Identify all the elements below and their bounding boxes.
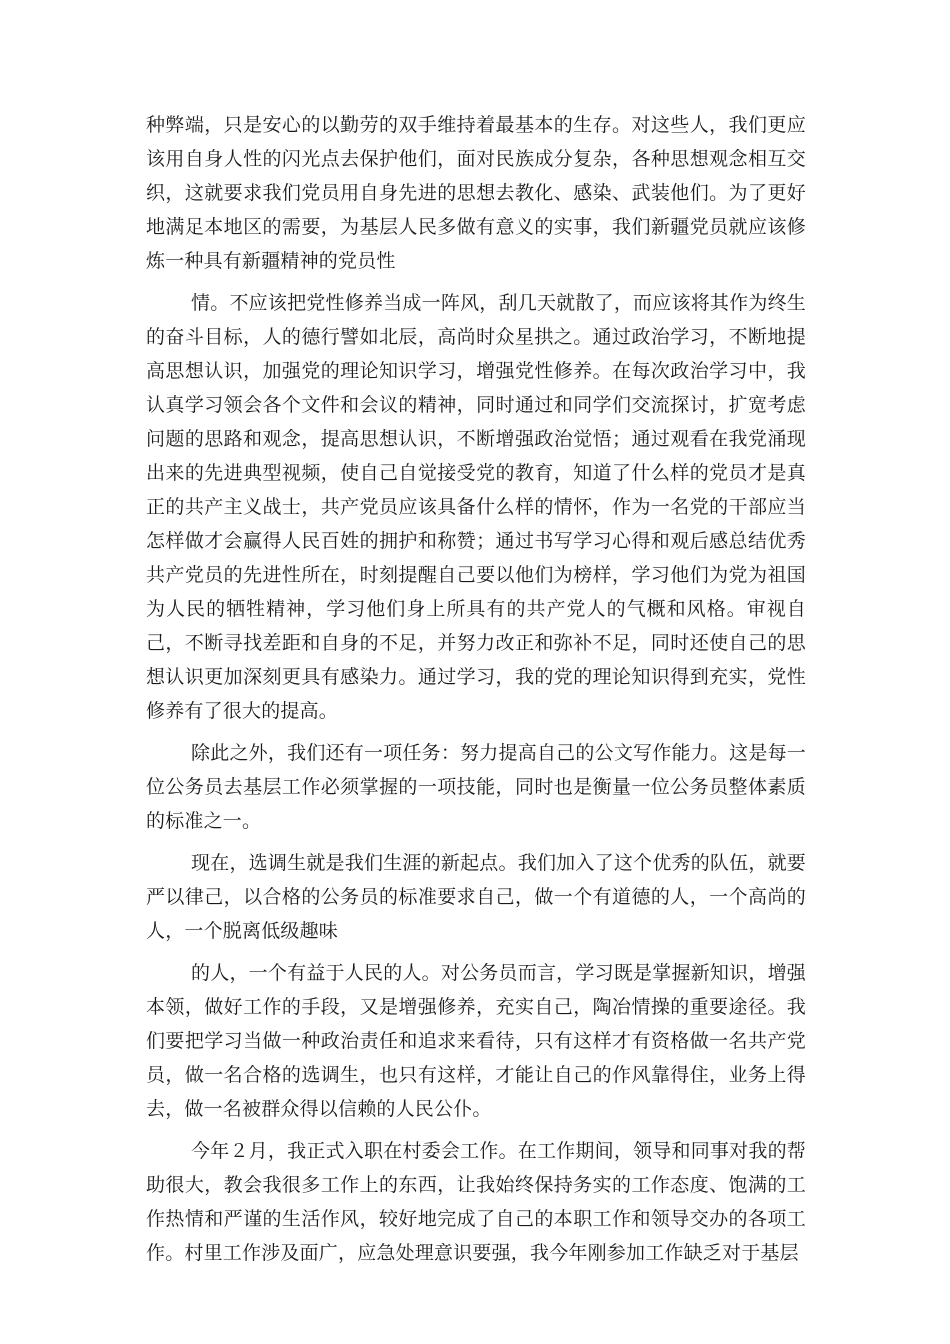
document-body [146, 108, 806, 1278]
paragraph-5: 的人，一个有益于人民的人。对公务员而言，学习既是掌握新知识，增强本领，做好工作的手段，又是增强修养，充实自己，陶冶情操的重要途径。我们要把学习当做一种政治责任和追求来看待，只有这样才有资格做一名共产党员，做一名合格的选调生，也只有这样，才能让自己的作风靠得住，业务上得去，做一名被群众得以信赖的人民公仆。 [146, 962, 806, 1120]
paragraph-3: 除此之外，我们还有一项任务：努力提高自己的公文写作能力。这是每一位公务员去基层工作必须掌握的一项技能，同时也是衡量一位公务员整体素质的标准之一。 [146, 742, 806, 832]
paragraph-1: 种弊端，只是安心的以勤劳的双手维持着最基本的生存。对这些人，我们更应该用自身人性的闪光点去保护他们，面对民族成分复杂，各种思想观念相互交织，这就要求我们党员用自身先进的思想去教化、感染、武装他们。为了更好地满足本地区的需要，为基层人民多做有意义的实事，我们新疆党员就应该修炼一种具有新疆精神的党员性 [146, 114, 806, 272]
paragraph-2: 情。不应该把党性修养当成一阵风，刮几天就散了，而应该将其作为终生的奋斗目标，人的德行譬如北辰，高尚时众星拱之。通过政治学习，不断地提高思想认识，加强党的理论知识学习，增强党性修养。在每次政治学习中，我认真学习领会各个文件和会议的精神，同时通过和同学们交流探讨，扩宽考虑问题的思路和观念，提高思想认识，不断增强政治觉悟；通过观看在我党涌现出来的先进典型视频，使自己自觉接受党的教育，知道了什么样的党员才是真正的共产主义战士，共产党员应该具备什么样的情怀，作为一名党的干部应当怎样做才会赢得人民百姓的拥护和称赞；通过书写学习心得和观后感总结优秀共产党员的先进性所在，时刻提醒自己要以他们为榜样，学习他们为党为祖国为人民的牺牲精神，学习他们身上所具有的共产党人的气概和风格。审视自己，不断寻找差距和自身的不足，并努力改正和弥补不足，同时还使自己的思想认识更加深刻更具有感染力。通过学习，我的党的理论知识得到充实，党性修养有了很大的提高。 [146, 292, 806, 722]
paragraph-6: 今年２月，我正式入职在村委会工作。在工作期间，领导和同事对我的帮助很大，教会我很多工作上的东西，让我始终保持务实的工作态度、饱满的工作热情和严谨的生活作风，较好地完成了自己的本职工作和领导交办的各项工作。村里工作涉及面广，应急处理意识要强，我今年刚参加工作缺乏对于基层 [146, 1140, 806, 1264]
paragraph-4: 现在，选调生就是我们生涯的新起点。我们加入了这个优秀的队伍，就要严以律己，以合格的公务员的标准要求自己，做一个有道德的人，一个高尚的人，一个脱离低级趣味 [146, 852, 806, 942]
